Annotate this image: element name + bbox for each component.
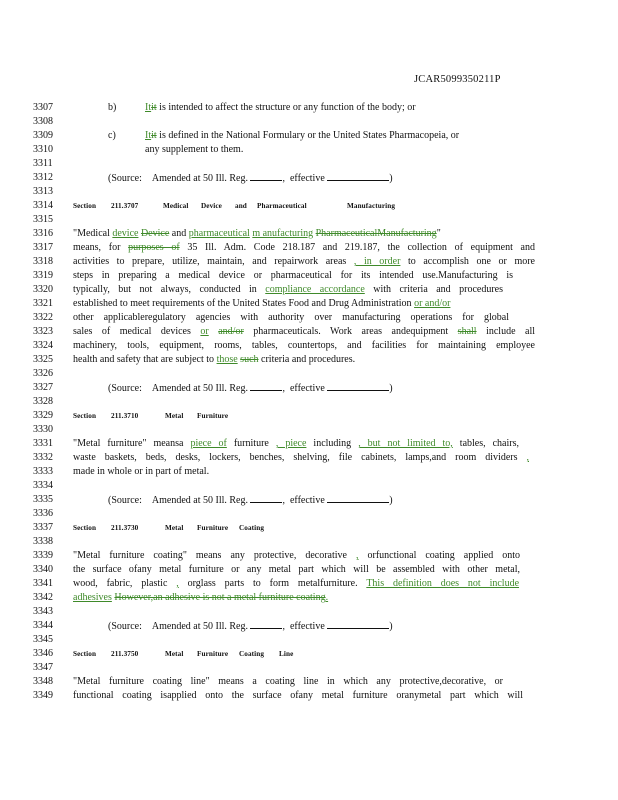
section-heading-3730: Section 211.3730 Metal Furniture Coating bbox=[73, 524, 265, 532]
line-number: 3329 bbox=[33, 410, 53, 421]
p3-line-1: "Metal furniture coating" means any protective, decorative , orfunctional coating applied onto bbox=[73, 550, 521, 561]
line-number: 3314 bbox=[33, 200, 53, 211]
item-c-text-line2: any supplement to them. bbox=[145, 144, 244, 155]
line-number: 3327 bbox=[33, 382, 53, 393]
line-number: 3344 bbox=[33, 620, 53, 631]
p1-line-3: activities to prepare, utilize, maintain, and repairwork areas , in order to accomplish one or more bbox=[73, 256, 535, 267]
line-number: 3340 bbox=[33, 564, 53, 575]
line-number: 3347 bbox=[33, 662, 53, 673]
line-number: 3325 bbox=[33, 354, 53, 365]
document-id: JCAR5099350211P bbox=[414, 74, 501, 85]
item-b-text: Itit is intended to affect the structure or any function of the body; or bbox=[145, 102, 416, 113]
line-number: 3320 bbox=[33, 284, 53, 295]
line-number: 3343 bbox=[33, 606, 53, 617]
p3-line-4: adhesives However,an adhesive is not a metal furniture coating. bbox=[73, 592, 329, 603]
line-number: 3331 bbox=[33, 438, 53, 449]
line-number: 3321 bbox=[33, 298, 53, 309]
line-number: 3328 bbox=[33, 396, 53, 407]
line-number: 3342 bbox=[33, 592, 53, 603]
p1-line-5: typically, but not always, conducted in compliance accordance with criteria and procedures bbox=[73, 284, 503, 295]
line-number: 3319 bbox=[33, 270, 53, 281]
line-number: 3346 bbox=[33, 648, 53, 659]
line-number: 3330 bbox=[33, 424, 53, 435]
p4-line-1: "Metal furniture coating line" means a coating line in which any protective,decorative, or bbox=[73, 676, 503, 687]
line-number: 3349 bbox=[33, 690, 53, 701]
source-note: (Source: Amended at 50 Ill. Reg. , effective ) bbox=[108, 383, 393, 394]
line-number: 3312 bbox=[33, 172, 53, 183]
line-number: 3332 bbox=[33, 452, 53, 463]
line-number: 3322 bbox=[33, 312, 53, 323]
line-number: 3324 bbox=[33, 340, 53, 351]
p2-line-3: made in whole or in part of metal. bbox=[73, 466, 210, 477]
p3-line-2: the surface ofany metal furniture or any metal part which will be assembled with other metal, bbox=[73, 564, 520, 575]
p1-line-6: established to meet requirements of the United States Food and Drug Administration or and/or bbox=[73, 298, 451, 309]
section-heading-3710: Section 211.3710 Metal Furniture bbox=[73, 412, 229, 420]
line-number: 3316 bbox=[33, 228, 53, 239]
source-note: (Source: Amended at 50 Ill. Reg. , effective ) bbox=[108, 495, 393, 506]
p1-line-1: "Medical device Device and pharmaceutical m anufacturing PharmaceuticalManufacturing" bbox=[73, 228, 441, 239]
p2-line-1: "Metal furniture" meansa piece of furniture , piece including , but not limited to, tables, chairs, bbox=[73, 438, 519, 449]
line-number: 3337 bbox=[33, 522, 53, 533]
line-number: 3308 bbox=[33, 116, 53, 127]
line-number: 3317 bbox=[33, 242, 53, 253]
item-c-label: c) bbox=[108, 130, 116, 141]
p1-line-4: steps in preparing a medical device or pharmaceutical for its intended use.Manufacturing is bbox=[73, 270, 513, 281]
p4-line-2: functional coating isapplied onto the surface ofany metal furniture oranymetal part which will bbox=[73, 690, 523, 701]
line-number: 3323 bbox=[33, 326, 53, 337]
line-number: 3333 bbox=[33, 466, 53, 477]
line-number: 3339 bbox=[33, 550, 53, 561]
source-note: (Source: Amended at 50 Ill. Reg. , effective ) bbox=[108, 621, 393, 632]
item-c-text: Itit is defined in the National Formulary or the United States Pharmacopeia, or bbox=[145, 130, 460, 141]
line-number: 3334 bbox=[33, 480, 53, 491]
line-number: 3309 bbox=[33, 130, 53, 141]
p1-line-7: other applicableregulatory agencies with authority over manufacturing operations for global bbox=[73, 312, 509, 323]
line-number: 3341 bbox=[33, 578, 53, 589]
line-number: 3307 bbox=[33, 102, 53, 113]
p1-line-9: machinery, tools, equipment, rooms, tables, countertops, and facilities for maintaining employee bbox=[73, 340, 535, 351]
line-number: 3315 bbox=[33, 214, 53, 225]
line-number: 3338 bbox=[33, 536, 53, 547]
line-number: 3348 bbox=[33, 676, 53, 687]
line-number: 3326 bbox=[33, 368, 53, 379]
line-number: 3335 bbox=[33, 494, 53, 505]
item-b-label: b) bbox=[108, 102, 117, 113]
line-number: 3345 bbox=[33, 634, 53, 645]
line-number: 3318 bbox=[33, 256, 53, 267]
p2-line-2: waste baskets, beds, desks, lockers, benches, shelving, file cabinets, lamps,and room dividers , bbox=[73, 452, 529, 463]
line-number: 3313 bbox=[33, 186, 53, 197]
section-heading-3750: Section 211.3750 Metal Furniture Coating Line bbox=[73, 650, 294, 658]
p1-line-2: means, for purposes of 35 Ill. Adm. Code 218.187 and 219.187, the collection of equipment and bbox=[73, 242, 535, 253]
p1-line-10: health and safety that are subject to those such criteria and procedures. bbox=[73, 354, 356, 365]
line-number: 3310 bbox=[33, 144, 53, 155]
line-number: 3336 bbox=[33, 508, 53, 519]
line-number: 3311 bbox=[33, 158, 53, 169]
p3-line-3: wood, fabric, plastic , orglass parts to form metalfurniture. This definition does not include bbox=[73, 578, 520, 589]
p1-line-8: sales of medical devices or and/or pharmaceuticals. Work areas andequipment shall include all bbox=[73, 326, 536, 337]
source-note: (Source: Amended at 50 Ill. Reg. , effective ) bbox=[108, 173, 393, 184]
section-heading-3707: Section 211.3707 Medical Device and Pharmaceutical Manufacturing bbox=[73, 202, 396, 210]
